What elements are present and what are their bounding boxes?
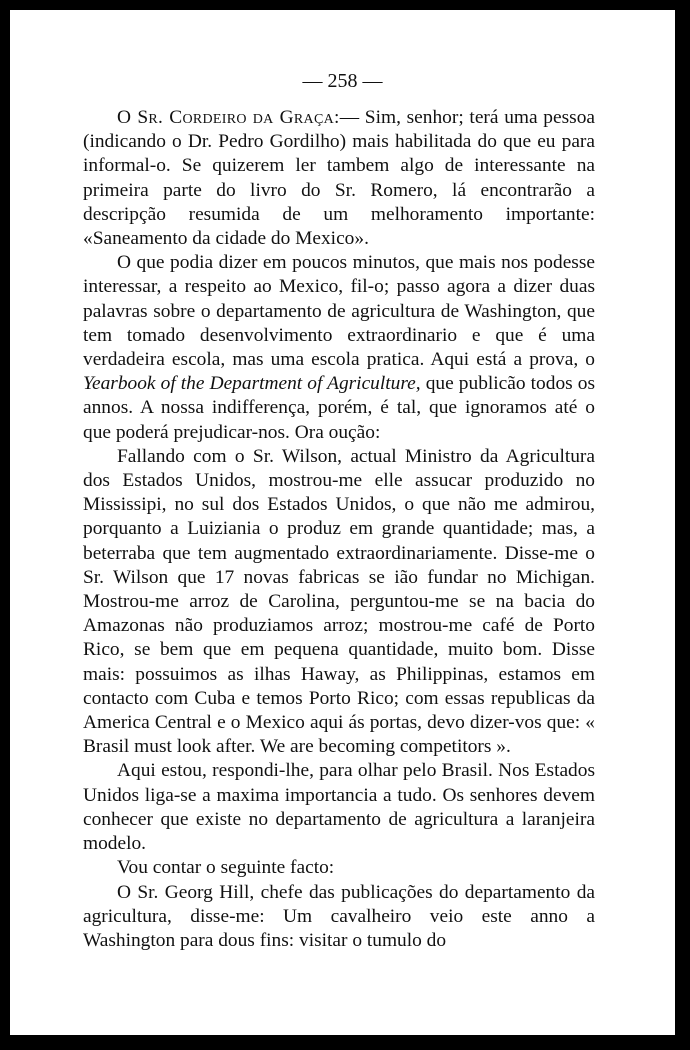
paragraph-speaker xyxy=(83,106,595,251)
speaker-name: O Sr. Cordeiro da Graça: xyxy=(117,107,340,128)
paragraph-text-after: que publicão todos os annos. A nossa indifferença, porém, é tal, que ignoramos até o que poderá prejudicar-nos. Ora oução: xyxy=(83,373,596,443)
speaker-reply: — Sim, senhor; terá uma pessoa (indicando o Dr. Pedro Gordilho) mais habilitada do que eu para informal-o. Se quizerem ler tambem algo de interessante na primeira parte do livro do Sr. Romero, lá encontrarão a descripção resumida de um melhoramento importante: «Saneamento da cidade do Mexico». xyxy=(83,107,595,250)
body-text xyxy=(83,106,595,953)
yearbook-title: Yearbook of the Department of Agriculture, xyxy=(83,373,421,395)
paragraph-wilson: Fallando com o Sr. Wilson, actual Ministro da Agricultura dos Estados Unidos, mostrou-me elle assucar produzido no Mississipi, no sul dos Estados Unidos, o que não me admirou, porquanto a Luiziania o produz em grande quantidade; mas, a beterraba que tem augmentado extraordinariamente. Disse-me o Sr. Wilson que 17 novas fabricas se ião fundar no Michigan. Mostrou-me arroz de Carolina, perguntou-me se na bacia do Amazonas não produziamos arroz; mostrou-me café de Porto Rico, se bem que em pequena quantidade, muito bom. Disse mais: possuimos as ilhas Haway, as Philippinas, estamos em contacto com Cuba e temos Porto Rico; com essas republicas da America Central e o Mexico aqui ás portas, devo dizer-vos que: « Brasil must look after. We are becoming competitors ». xyxy=(83,445,595,758)
page-number: — 258 — xyxy=(302,70,383,92)
paragraph-hill: O Sr. Georg Hill, chefe das publicações do departamento da agricultura, disse-me: Um cavalheiro veio este anno a Washington para dous fins: visitar o tumulo do xyxy=(83,881,595,951)
paragraph-department xyxy=(83,251,595,445)
paragraph-text-before: O que podia dizer em poucos minutos, que mais nos podesse interessar, a respeito ao Mexico, fil-o; passo agora a dizer duas palavras sobre o departamento de agricultura de Washington, que tem tomado desenvolvimento extraordinario e que é uma verdadeira escola, mas uma escola pratica. Aqui está a prova, o xyxy=(83,252,595,371)
book-page xyxy=(10,10,675,1035)
paragraph-reply: Aqui estou, respondi-lhe, para olhar pelo Brasil. Nos Estados Unidos liga-se a maxima importancia a tudo. Os senhores devem conhecer que existe no departamento de agricultura a laranjeira modelo. xyxy=(83,760,595,855)
paragraph-fact-intro: Vou contar o seguinte facto: xyxy=(117,857,335,879)
